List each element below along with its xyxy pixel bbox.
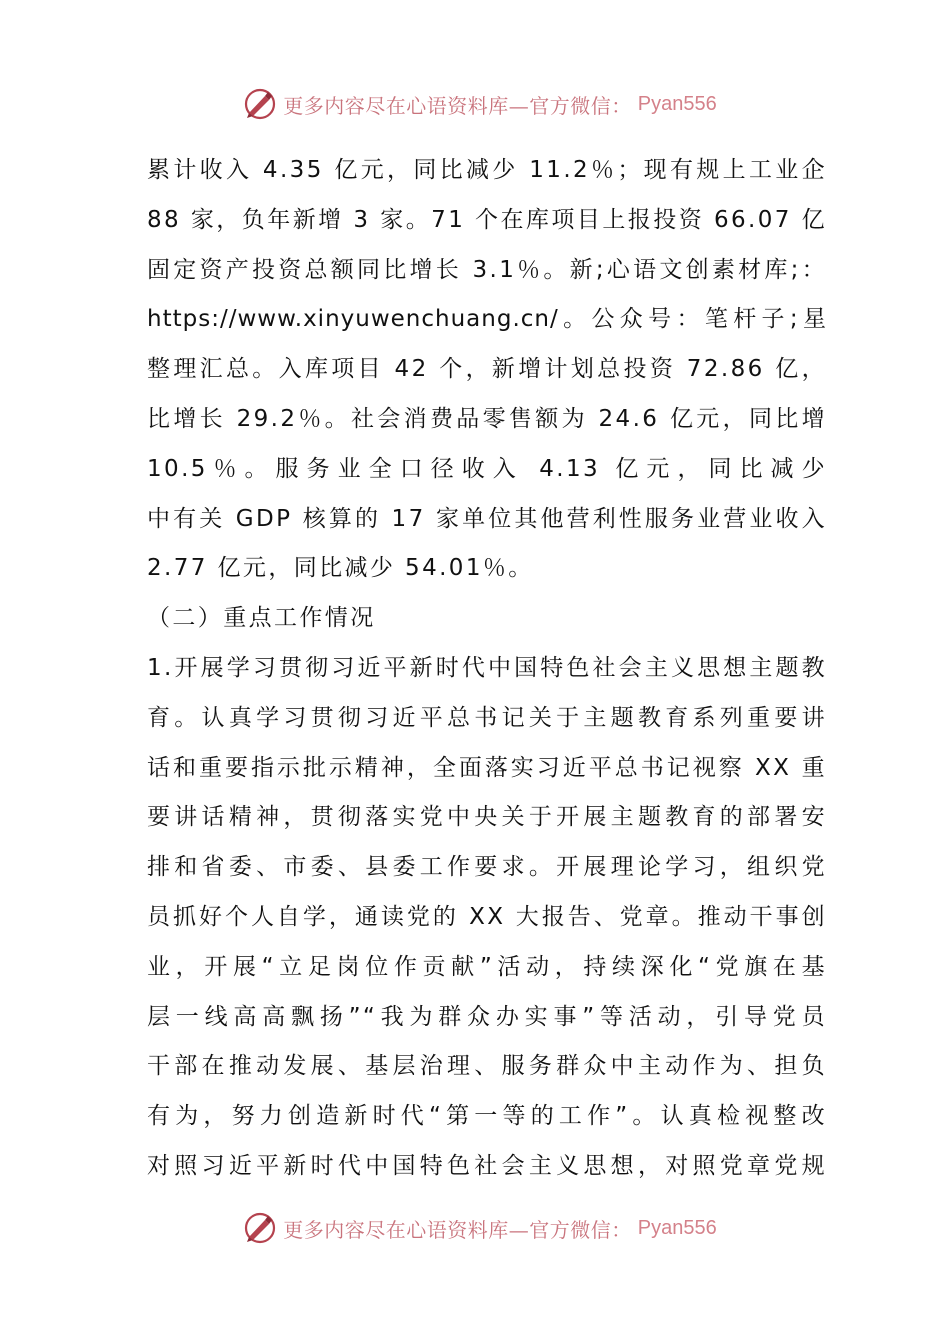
body-line-2: 88 家，负年新增 3 家。71 个在库项目上报投资 66.07 亿 (147, 206, 827, 233)
body-line-1: 累计收入 4.35 亿元，同比减少 11.2％；现有规上工业企 (147, 157, 827, 183)
body-line-3: 固定资产投资总额同比增长 3.1％。新;心语文创素材库;： (147, 256, 827, 283)
banner-wechat-handle: Pyan556 (637, 1216, 717, 1239)
body-line-7: 10.5％。服务业全口径收入 4.13 亿元，同比减少 (147, 455, 827, 482)
banner-text: 更多内容尽在心语资料库—官方微信： (283, 1217, 632, 1242)
body-line-17: 业，开展“立足岗位作贡献”活动，持续深化“党旗在基 (147, 953, 827, 980)
header-banner (0, 84, 950, 124)
footer-banner (0, 1208, 950, 1248)
body-line-14: 要讲话精神，贯彻落实党中央关于开展主题教育的部署安 (147, 804, 827, 831)
document-body (147, 146, 827, 1192)
body-line-15: 排和省委、市委、县委工作要求。开展理论学习，组织党 (147, 854, 827, 881)
body-line-13: 话和重要指示批示精神，全面落实习近平总书记视察 XX 重 (147, 754, 827, 781)
body-line-4: https://www.xinyuwenchuang.cn/。公众号：笔杆子;星 (147, 306, 827, 333)
body-line-19: 干部在推动发展、基层治理、服务群众中主动作为、担负 (147, 1053, 827, 1080)
body-line-6: 比增长 29.2％。社会消费品零售额为 24.6 亿元，同比增 (147, 405, 827, 432)
body-line-16: 员抓好个人自学，通读党的 XX 大报告、党章。推动干事创 (147, 903, 827, 930)
pen-logo-icon (243, 1211, 277, 1245)
body-line-18: 层一线高高飘扬”“我为群众办实事”等活动，引导党员 (147, 1003, 827, 1030)
section-heading: （二）重点工作情况 (147, 605, 376, 632)
pen-logo-icon (243, 87, 277, 121)
banner-text: 更多内容尽在心语资料库—官方微信： (283, 93, 632, 118)
body-line-12: 育。认真学习贯彻习近平总书记关于主题教育系列重要讲 (147, 704, 827, 731)
body-line-20: 有为，努力创造新时代“第一等的工作”。认真检视整改 (147, 1103, 827, 1130)
body-line-8: 中有关 GDP 核算的 17 家单位其他营利性服务业营业收入 (147, 505, 827, 532)
body-line-11: 1.开展学习贯彻习近平新时代中国特色社会主义思想主题教 (147, 654, 827, 681)
body-line-21: 对照习近平新时代中国特色社会主义思想，对照党章党规 (147, 1152, 827, 1179)
body-line-5: 整理汇总。入库项目 42 个，新增计划总投资 72.86 亿， (147, 356, 827, 383)
body-line-9: 2.77 亿元，同比减少 54.01％。 (147, 555, 534, 582)
banner-wechat-handle: Pyan556 (637, 92, 717, 115)
